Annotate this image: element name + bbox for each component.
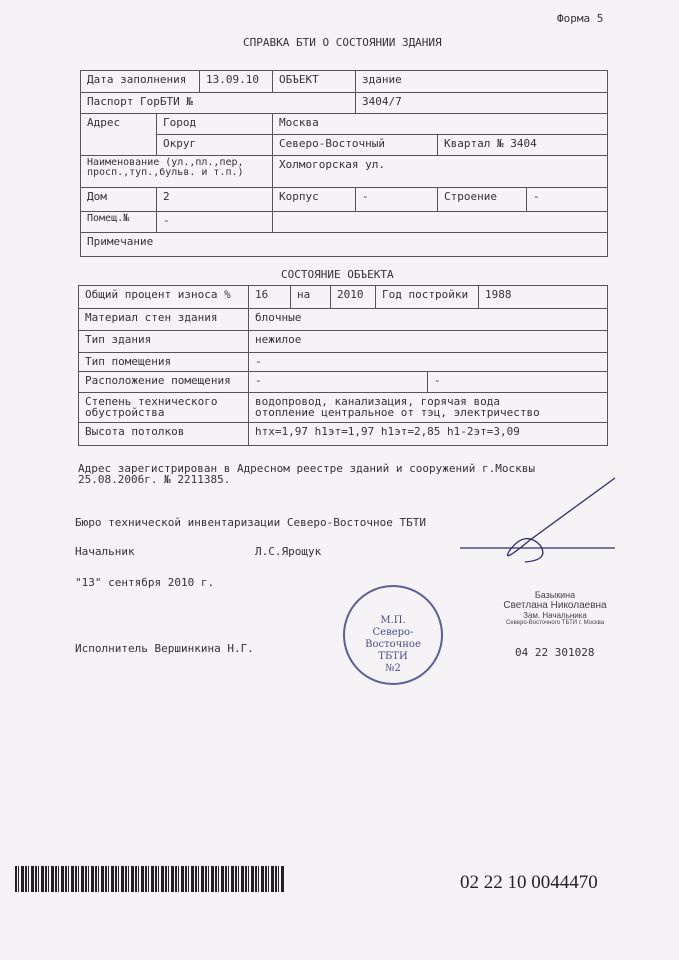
- walls-label: Материал стен здания: [78, 308, 249, 331]
- equipment-label: [78, 392, 249, 423]
- signature-icon: [400, 470, 630, 580]
- chief-name: Л.С.Ярощук: [255, 545, 322, 558]
- room-value: -: [156, 211, 273, 233]
- stamp-mp: М.П.: [380, 615, 406, 626]
- district-value: Северо-Восточный: [272, 134, 438, 156]
- building-label: Строение: [437, 187, 527, 212]
- form-label: Форма 5: [557, 12, 604, 25]
- equipment-label-line: обустройства: [85, 406, 165, 419]
- room-label: Помещ.№: [80, 211, 157, 233]
- height-label: Высота потолков: [78, 422, 249, 446]
- signer-block: [470, 590, 640, 626]
- equipment-value: [248, 392, 608, 423]
- object-label: ОБЪЕКТ: [272, 70, 356, 93]
- signer-org: Северо-Восточного ТБТИ г. Москва: [505, 620, 605, 626]
- city-label: Город: [156, 113, 273, 135]
- note-label: Примечание: [80, 232, 608, 257]
- room-type-label: Тип помещения: [78, 352, 249, 372]
- type-value: нежилое: [248, 330, 608, 353]
- location-value-1: -: [248, 371, 428, 393]
- equipment-line: отопление центральное от тэц, электричество: [255, 406, 540, 419]
- street-value: Холмогорская ул.: [272, 155, 608, 188]
- section-title: СОСТОЯНИЕ ОБЪЕКТА: [281, 268, 394, 281]
- height-value: hтх=1,97 h1эт=1,97 h1эт=2,85 h1-2эт=3,09: [248, 422, 608, 446]
- fill-date-label: Дата заполнения: [80, 70, 200, 93]
- official-stamp: [343, 585, 443, 685]
- page-title: СПРАВКА БТИ О СОСТОЯНИИ ЗДАНИЯ: [243, 36, 442, 49]
- passport-value: 3404/7: [355, 92, 608, 114]
- issue-date: "13" сентября 2010 г.: [75, 576, 215, 589]
- bureau-name: Бюро технической инвентаризации Северо-Восточное ТБТИ: [75, 516, 426, 529]
- executor: Исполнитель Вершинкина Н.Г.: [75, 642, 254, 655]
- room-blank: [272, 211, 608, 233]
- house-label: Дом: [80, 187, 157, 212]
- document-number: 02 22 10 0044470: [460, 872, 598, 893]
- wear-year: 2010: [330, 285, 376, 309]
- type-label: Тип здания: [78, 330, 249, 353]
- signer-name: Светлана Николаевна: [503, 600, 607, 611]
- wear-label: Общий процент износа %: [78, 285, 249, 309]
- location-label: Расположение помещения: [78, 371, 249, 393]
- on-label: на: [290, 285, 331, 309]
- signer-surname: Базыкина: [534, 590, 576, 600]
- equipment-label-line: Степень технического: [85, 395, 218, 408]
- stamp-center: Северо-Восточное ТБТИ: [365, 627, 421, 662]
- equipment-line: водопровод, канализация, горячая вода: [255, 395, 501, 408]
- street-name-label-line: Наименование (ул.,пл.,пер,: [87, 157, 244, 168]
- object-value: здание: [355, 70, 608, 93]
- walls-value: блочные: [248, 308, 608, 331]
- signer-position: Зам. Начальника: [523, 611, 587, 620]
- registry-line: 25.08.2006г. № 2211385.: [78, 473, 231, 486]
- signer-code: 04 22 301028: [515, 646, 595, 659]
- quarter-value: Квартал № 3404: [437, 134, 608, 156]
- address-label: Адрес: [80, 113, 157, 156]
- registry-line: Адрес зарегистрирован в Адресном реестре зданий и сооружений г.Москвы: [78, 462, 535, 475]
- korpus-label: Корпус: [272, 187, 356, 212]
- street-name-label-line: просп.,туп.,бульв. и т.п.): [87, 167, 244, 178]
- passport-label: Паспорт ГорБТИ №: [80, 92, 356, 114]
- room-type-value: -: [248, 352, 608, 372]
- district-label: Округ: [156, 134, 273, 156]
- stamp-number: №2: [385, 663, 401, 674]
- wear-value: 16: [248, 285, 291, 309]
- barcode: [15, 866, 285, 892]
- location-value-2: -: [427, 371, 608, 393]
- city-value: Москва: [272, 113, 608, 135]
- street-name-label: [80, 155, 273, 188]
- house-value: 2: [156, 187, 273, 212]
- built-label: Год постройки: [375, 285, 479, 309]
- built-value: 1988: [478, 285, 608, 309]
- korpus-value: -: [355, 187, 438, 212]
- building-value: -: [526, 187, 608, 212]
- fill-date: 13.09.10: [199, 70, 273, 93]
- chief-label: Начальник: [75, 545, 135, 558]
